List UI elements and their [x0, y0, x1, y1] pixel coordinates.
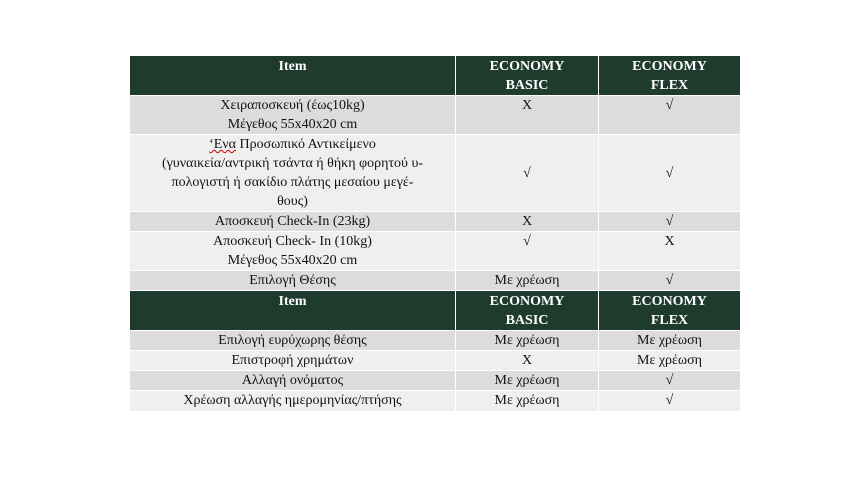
header-economy-flex: ECONOMY FLEX: [599, 56, 741, 96]
row-basic-value: √: [456, 135, 599, 212]
row-flex-value: √: [599, 391, 741, 412]
row-item: Αποσκευή Check- In (10kg) Μέγεθος 55x40x20 cm: [130, 232, 456, 271]
row-item: Επιστροφή χρημάτων: [130, 351, 456, 371]
row-item: Αποσκευή Check-In (23kg): [130, 212, 456, 232]
row-flex-value: Με χρέωση: [599, 331, 741, 351]
table-header-row: [130, 291, 741, 331]
row-item: Επιλογή Θέσης: [130, 271, 456, 291]
table-row: [130, 271, 741, 291]
table-row: [130, 351, 741, 371]
header-economy-basic: ECONOMY BASIC: [456, 291, 599, 331]
row-item: Χρέωση αλλαγής ημερομηνίας/πτήσης: [130, 391, 456, 412]
table-row: [130, 371, 741, 391]
row-item: Αλλαγή ονόματος: [130, 371, 456, 391]
row-flex-value: √: [599, 135, 741, 212]
row-flex-value: √: [599, 96, 741, 135]
header-economy-flex: ECONOMY FLEX: [599, 291, 741, 331]
row-flex-value: Με χρέωση: [599, 351, 741, 371]
fare-comparison-table: [129, 55, 741, 412]
table-row: [130, 391, 741, 412]
table-header-row: [130, 56, 741, 96]
row-basic-value: √: [456, 232, 599, 271]
row-flex-value: √: [599, 271, 741, 291]
row-basic-value: X: [456, 96, 599, 135]
header-item: Item: [130, 56, 456, 96]
table-row: [130, 232, 741, 271]
row-basic-value: X: [456, 351, 599, 371]
row-item: Επιλογή ευρύχωρης θέσης: [130, 331, 456, 351]
row-basic-value: Με χρέωση: [456, 271, 599, 291]
row-item: Χειραποσκευή (έως10kg) Μέγεθος 55x40x20 cm: [130, 96, 456, 135]
table-row: [130, 331, 741, 351]
row-flex-value: √: [599, 212, 741, 232]
row-basic-value: Με χρέωση: [456, 371, 599, 391]
header-item: Item: [130, 291, 456, 331]
row-item: ‘Ενα Προσωπικό Αντικείμενο (γυναικεία/αντρική τσάντα ή θήκη φορητού υ- πολογιστή ή σακίδιο πλάτης μεσαίου μεγέ- θους): [130, 135, 456, 212]
row-basic-value: Με χρέωση: [456, 331, 599, 351]
header-economy-basic: ECONOMY BASIC: [456, 56, 599, 96]
row-basic-value: Με χρέωση: [456, 391, 599, 412]
row-flex-value: √: [599, 371, 741, 391]
table-row: [130, 135, 741, 212]
row-flex-value: X: [599, 232, 741, 271]
table-row: [130, 96, 741, 135]
row-basic-value: X: [456, 212, 599, 232]
table-row: [130, 212, 741, 232]
